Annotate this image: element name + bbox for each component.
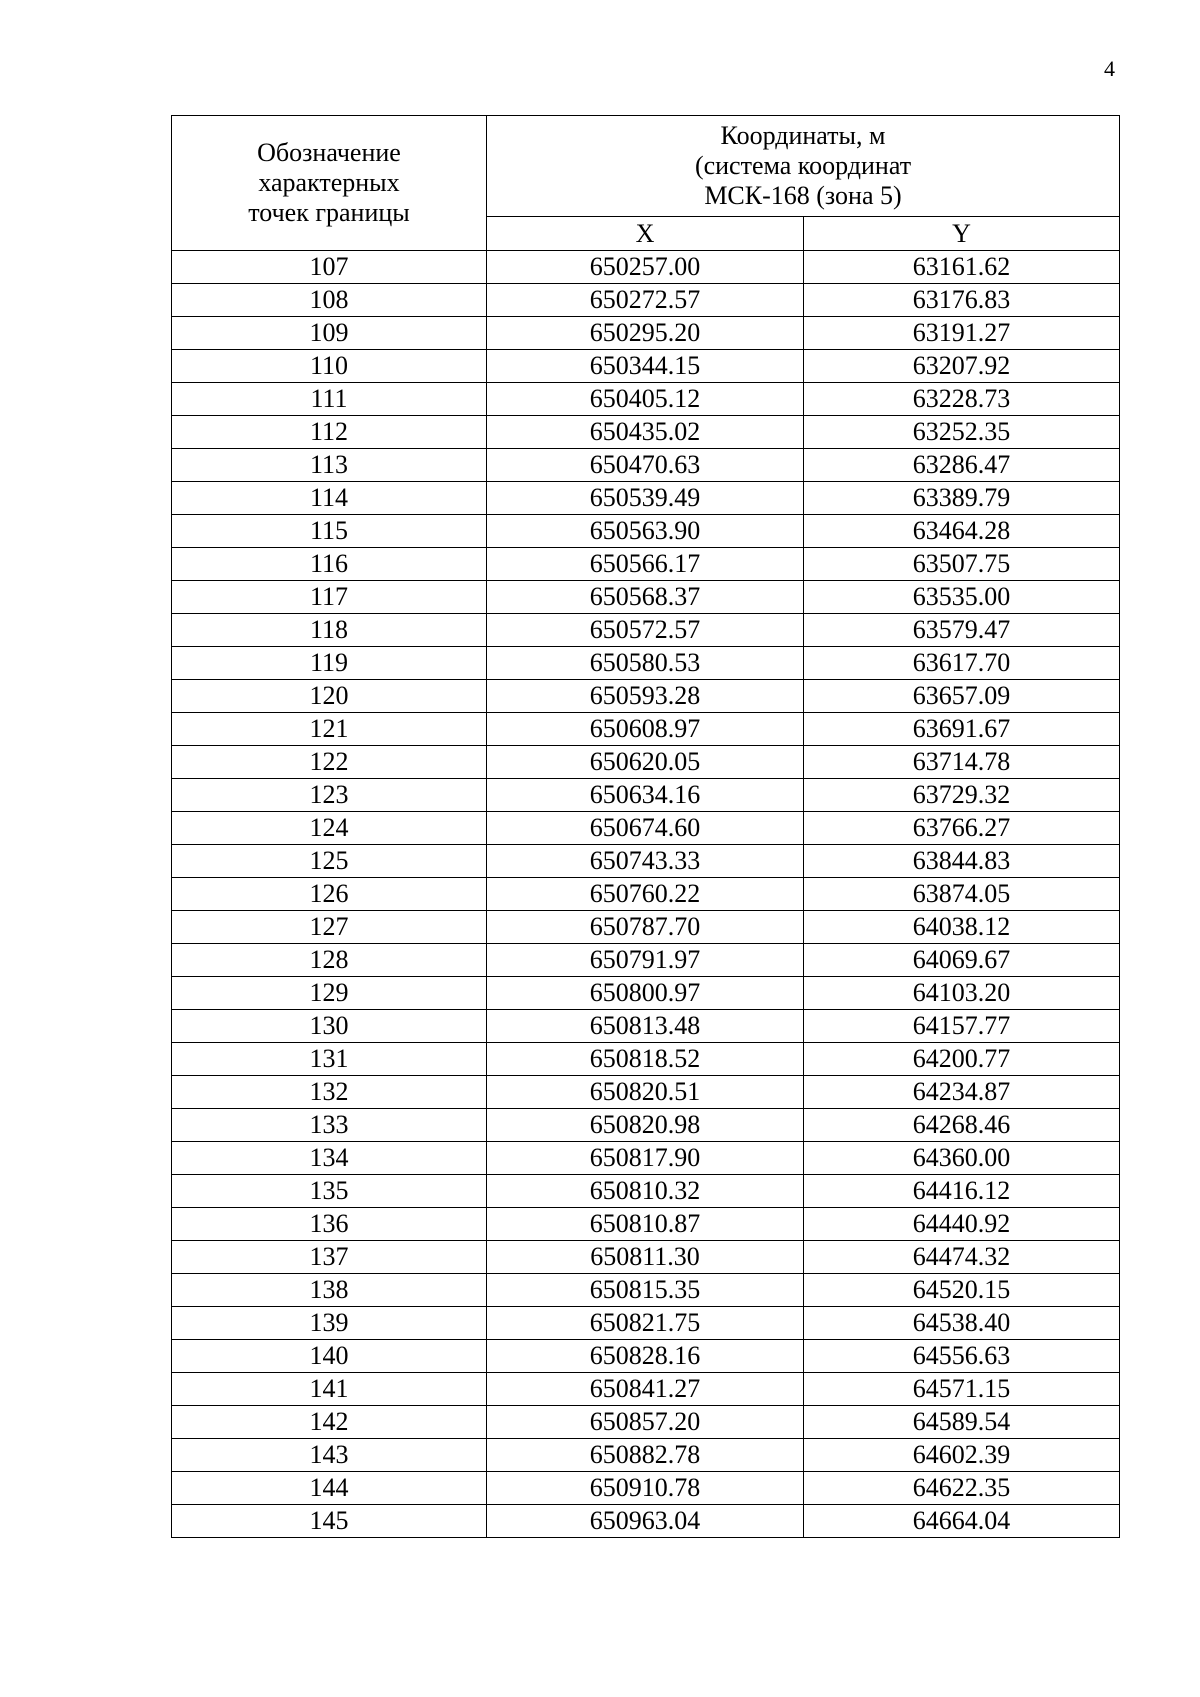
table-row <box>172 746 1120 779</box>
y-coordinate-cell: 63691.67 <box>804 713 1120 746</box>
page-number: 4 <box>1104 56 1115 81</box>
point-cell: 131 <box>172 1043 487 1076</box>
table-row <box>172 1505 1120 1538</box>
y-coordinate-cell: 64268.46 <box>804 1109 1120 1142</box>
point-cell: 142 <box>172 1406 487 1439</box>
point-cell: 115 <box>172 515 487 548</box>
x-coordinate-cell: 650813.48 <box>487 1010 804 1043</box>
y-coordinate-cell: 63874.05 <box>804 878 1120 911</box>
y-coordinate-cell: 64200.77 <box>804 1043 1120 1076</box>
y-coordinate-cell: 63579.47 <box>804 614 1120 647</box>
table-row <box>172 1373 1120 1406</box>
table-row <box>172 284 1120 317</box>
table-row <box>172 1010 1120 1043</box>
x-coordinate-cell: 650821.75 <box>487 1307 804 1340</box>
point-cell: 145 <box>172 1505 487 1538</box>
x-coordinate-cell: 650828.16 <box>487 1340 804 1373</box>
point-cell: 120 <box>172 680 487 713</box>
y-coordinate-cell: 63766.27 <box>804 812 1120 845</box>
y-coordinate-cell: 63714.78 <box>804 746 1120 779</box>
y-coordinate-cell: 64474.32 <box>804 1241 1120 1274</box>
table-row <box>172 614 1120 647</box>
point-cell: 122 <box>172 746 487 779</box>
x-coordinate-cell: 650295.20 <box>487 317 804 350</box>
x-coordinate-cell: 650820.98 <box>487 1109 804 1142</box>
table-row <box>172 515 1120 548</box>
point-cell: 144 <box>172 1472 487 1505</box>
y-coordinate-cell: 64556.63 <box>804 1340 1120 1373</box>
x-coordinate-cell: 650817.90 <box>487 1142 804 1175</box>
table-row <box>172 713 1120 746</box>
x-coordinate-cell: 650674.60 <box>487 812 804 845</box>
table-row <box>172 845 1120 878</box>
y-coordinate-cell: 64520.15 <box>804 1274 1120 1307</box>
y-coordinate-cell: 64664.04 <box>804 1505 1120 1538</box>
x-coordinate-cell: 650580.53 <box>487 647 804 680</box>
y-column-header: Y <box>804 217 1120 251</box>
coordinates-table <box>171 115 1120 1538</box>
y-coordinate-cell: 63464.28 <box>804 515 1120 548</box>
x-coordinate-cell: 650910.78 <box>487 1472 804 1505</box>
table-row <box>172 350 1120 383</box>
point-cell: 126 <box>172 878 487 911</box>
point-cell: 117 <box>172 581 487 614</box>
x-coordinate-cell: 650634.16 <box>487 779 804 812</box>
point-cell: 108 <box>172 284 487 317</box>
point-cell: 113 <box>172 449 487 482</box>
point-cell: 132 <box>172 1076 487 1109</box>
point-cell: 116 <box>172 548 487 581</box>
point-header-line-3: точек границы <box>248 198 410 227</box>
y-coordinate-cell: 63252.35 <box>804 416 1120 449</box>
table-row <box>172 911 1120 944</box>
table-row <box>172 1076 1120 1109</box>
point-cell: 119 <box>172 647 487 680</box>
x-coordinate-cell: 650841.27 <box>487 1373 804 1406</box>
x-coordinate-cell: 650435.02 <box>487 416 804 449</box>
table-row <box>172 878 1120 911</box>
point-cell: 111 <box>172 383 487 416</box>
x-coordinate-cell: 650810.87 <box>487 1208 804 1241</box>
x-coordinate-cell: 650608.97 <box>487 713 804 746</box>
y-coordinate-cell: 64360.00 <box>804 1142 1120 1175</box>
table-row <box>172 1274 1120 1307</box>
point-designation-header <box>172 116 487 251</box>
point-cell: 124 <box>172 812 487 845</box>
x-coordinate-cell: 650882.78 <box>487 1439 804 1472</box>
x-coordinate-cell: 650405.12 <box>487 383 804 416</box>
y-coordinate-cell: 63535.00 <box>804 581 1120 614</box>
table-row <box>172 383 1120 416</box>
y-coordinate-cell: 63286.47 <box>804 449 1120 482</box>
table-row <box>172 548 1120 581</box>
point-cell: 135 <box>172 1175 487 1208</box>
y-coordinate-cell: 63657.09 <box>804 680 1120 713</box>
point-cell: 114 <box>172 482 487 515</box>
x-coordinate-cell: 650257.00 <box>487 251 804 284</box>
point-cell: 136 <box>172 1208 487 1241</box>
table-row <box>172 251 1120 284</box>
y-coordinate-cell: 64416.12 <box>804 1175 1120 1208</box>
table-row <box>172 1175 1120 1208</box>
table-row <box>172 944 1120 977</box>
x-coordinate-cell: 650743.33 <box>487 845 804 878</box>
y-coordinate-cell: 64038.12 <box>804 911 1120 944</box>
table-row <box>172 1208 1120 1241</box>
x-coordinate-cell: 650568.37 <box>487 581 804 614</box>
y-coordinate-cell: 64234.87 <box>804 1076 1120 1109</box>
x-coordinate-cell: 650620.05 <box>487 746 804 779</box>
x-coordinate-cell: 650787.70 <box>487 911 804 944</box>
x-coordinate-cell: 650811.30 <box>487 1241 804 1274</box>
x-coordinate-cell: 650963.04 <box>487 1505 804 1538</box>
point-cell: 134 <box>172 1142 487 1175</box>
point-cell: 138 <box>172 1274 487 1307</box>
table-row <box>172 1340 1120 1373</box>
coords-header-line-3: МСК-168 (зона 5) <box>704 181 902 210</box>
point-cell: 139 <box>172 1307 487 1340</box>
table-row <box>172 779 1120 812</box>
y-coordinate-cell: 63389.79 <box>804 482 1120 515</box>
table-row <box>172 416 1120 449</box>
table-row <box>172 1472 1120 1505</box>
x-coordinate-cell: 650815.35 <box>487 1274 804 1307</box>
coords-header-line-2: (система координат <box>694 151 912 180</box>
point-cell: 141 <box>172 1373 487 1406</box>
point-cell: 129 <box>172 977 487 1010</box>
table-row <box>172 647 1120 680</box>
point-cell: 130 <box>172 1010 487 1043</box>
y-coordinate-cell: 63191.27 <box>804 317 1120 350</box>
table-row <box>172 482 1120 515</box>
y-coordinate-cell: 64440.92 <box>804 1208 1120 1241</box>
x-coordinate-cell: 650539.49 <box>487 482 804 515</box>
point-cell: 118 <box>172 614 487 647</box>
y-coordinate-cell: 64622.35 <box>804 1472 1120 1505</box>
x-coordinate-cell: 650800.97 <box>487 977 804 1010</box>
table-row <box>172 1142 1120 1175</box>
y-coordinate-cell: 64589.54 <box>804 1406 1120 1439</box>
x-coordinate-cell: 650272.57 <box>487 284 804 317</box>
point-header-line-2: характерных <box>258 168 400 197</box>
x-coordinate-cell: 650563.90 <box>487 515 804 548</box>
table-header <box>172 116 1120 251</box>
point-cell: 125 <box>172 845 487 878</box>
y-coordinate-cell: 64538.40 <box>804 1307 1120 1340</box>
y-coordinate-cell: 64103.20 <box>804 977 1120 1010</box>
point-cell: 137 <box>172 1241 487 1274</box>
point-cell: 121 <box>172 713 487 746</box>
x-coordinate-cell: 650857.20 <box>487 1406 804 1439</box>
x-coordinate-cell: 650593.28 <box>487 680 804 713</box>
table-row <box>172 977 1120 1010</box>
point-cell: 123 <box>172 779 487 812</box>
table-body <box>172 251 1120 1538</box>
point-cell: 127 <box>172 911 487 944</box>
x-coordinate-cell: 650791.97 <box>487 944 804 977</box>
table-row <box>172 581 1120 614</box>
table-row <box>172 1241 1120 1274</box>
point-cell: 140 <box>172 1340 487 1373</box>
point-header-line-1: Обозначение <box>257 138 401 167</box>
y-coordinate-cell: 63507.75 <box>804 548 1120 581</box>
y-coordinate-cell: 63228.73 <box>804 383 1120 416</box>
x-column-header: X <box>487 217 804 251</box>
x-coordinate-cell: 650810.32 <box>487 1175 804 1208</box>
coords-header-line-1: Координаты, м <box>720 121 886 150</box>
table-row <box>172 812 1120 845</box>
table-row <box>172 1043 1120 1076</box>
x-coordinate-cell: 650566.17 <box>487 548 804 581</box>
x-coordinate-cell: 650760.22 <box>487 878 804 911</box>
y-coordinate-cell: 64602.39 <box>804 1439 1120 1472</box>
point-cell: 112 <box>172 416 487 449</box>
point-cell: 143 <box>172 1439 487 1472</box>
point-cell: 128 <box>172 944 487 977</box>
x-coordinate-cell: 650818.52 <box>487 1043 804 1076</box>
coordinates-header <box>487 116 1120 217</box>
y-coordinate-cell: 63617.70 <box>804 647 1120 680</box>
x-coordinate-cell: 650344.15 <box>487 350 804 383</box>
point-cell: 109 <box>172 317 487 350</box>
point-cell: 133 <box>172 1109 487 1142</box>
y-coordinate-cell: 63729.32 <box>804 779 1120 812</box>
y-coordinate-cell: 63161.62 <box>804 251 1120 284</box>
x-coordinate-cell: 650820.51 <box>487 1076 804 1109</box>
y-coordinate-cell: 64069.67 <box>804 944 1120 977</box>
table-row <box>172 680 1120 713</box>
point-cell: 110 <box>172 350 487 383</box>
table-row <box>172 1439 1120 1472</box>
x-coordinate-cell: 650572.57 <box>487 614 804 647</box>
y-coordinate-cell: 64157.77 <box>804 1010 1120 1043</box>
y-coordinate-cell: 63176.83 <box>804 284 1120 317</box>
y-coordinate-cell: 63844.83 <box>804 845 1120 878</box>
table-row <box>172 1307 1120 1340</box>
table-row <box>172 1406 1120 1439</box>
x-coordinate-cell: 650470.63 <box>487 449 804 482</box>
point-cell: 107 <box>172 251 487 284</box>
y-coordinate-cell: 63207.92 <box>804 350 1120 383</box>
table-row <box>172 317 1120 350</box>
y-coordinate-cell: 64571.15 <box>804 1373 1120 1406</box>
table-row <box>172 1109 1120 1142</box>
table-row <box>172 449 1120 482</box>
